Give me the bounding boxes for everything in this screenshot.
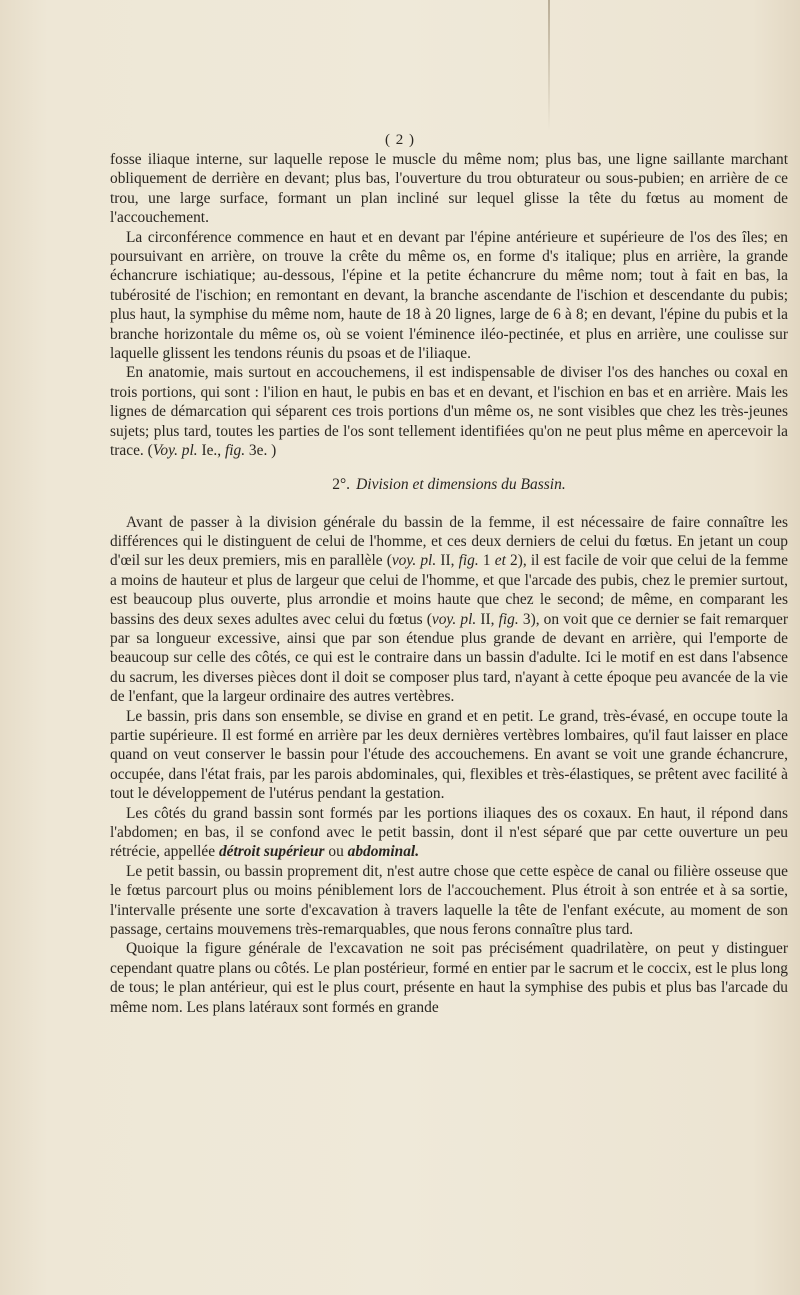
ref-num-1: 1 bbox=[478, 552, 495, 570]
ref-fig-1: fig. bbox=[458, 552, 479, 570]
section-paragraph-1-end: 3), on voit que ce dernier se fait remarquer par sa longueur excessive, ainsi que par son étendue plus grande de devant en arrière, qui l'emporte de beaucoup sur celle des côtés, ce qui est le contraire dans un bassin d'adulte. Ici le motif en est dans l'absence du sacrum, les diverses pièces dont il doit se composer plus tard, n'ayant à cette époque peu avancée de la vie de l'enfant, que la largeur ordinaire des autres vertèbres. bbox=[110, 610, 789, 706]
paragraph-3-ref-fig: fig. bbox=[224, 442, 246, 460]
section-paragraph-2 bbox=[110, 707, 788, 804]
section-title: Division et dimensions du Bassin. bbox=[356, 475, 566, 493]
paragraph-3-ref-plate: Ie., bbox=[197, 442, 225, 460]
paragraph-1 bbox=[110, 150, 788, 228]
paragraph-3 bbox=[110, 363, 788, 460]
section-number: 2°. bbox=[332, 475, 351, 493]
paragraph-2-italic: s bbox=[552, 248, 559, 266]
paragraph-3-ref-voy: Voy. pl. bbox=[152, 442, 198, 460]
ref-voy-1: voy. pl. bbox=[391, 552, 437, 570]
ref-et: et bbox=[494, 552, 506, 570]
paragraph-2-text-after: italique; plus en arrière, la grande échancrure ischiatique; au-dessous, l'épine et la petite échancrure du même nom; tout à fait en bas, la tubérosité de l'ischion; en remontant en devant, la branche ascendante de l'ischion et descendante du pubis; plus haut, la symphise du même nom, haute de 18 à 20 lignes, large de 6 à 8; en devant, l'épine du pubis et la branche horizontale du même os, où se voient l'éminence iléo-pectinée, et plus en arrière, une coulisse sur laquelle glissent les tendons réunis du psoas et de l'iliaque. bbox=[110, 248, 788, 363]
paragraph-2 bbox=[110, 228, 788, 364]
page-number: ( 2 ) bbox=[385, 132, 415, 148]
ref-plate-2: II, bbox=[476, 610, 499, 628]
page-body bbox=[110, 150, 788, 1017]
section-paragraph-5-text: Quoique la figure générale de l'excavation ne soit pas précisément quadrilatère, on peut y distinguer cependant quatre plans ou côtés. Le plan postérieur, formé en entier par le sacrum et le coccix, est le plus long de tous; le plan antérieur, qui est le plus court, présente en haut la symphise des pubis et plus bas l'arcade du même nom. Les plans latéraux sont formés en grande bbox=[110, 940, 788, 1016]
section-paragraph-5 bbox=[110, 939, 788, 1017]
paragraph-3-ref-end: 3e. ) bbox=[245, 442, 277, 460]
section-paragraph-1-text: Avant de passer à la division générale du bassin de la femme, il est nécessaire de faire connaître les différences qui le distinguent de celui de l'homme, et ces deux derniers de celui du fœtus. En jetant un coup d'œil sur les deux premiers, mis en parallèle ( bbox=[110, 513, 788, 570]
section-paragraph-3-ou: ou bbox=[324, 843, 348, 861]
section-paragraph-4 bbox=[110, 862, 788, 940]
section-paragraph-2-text: Le bassin, pris dans son ensemble, se divise en grand et en petit. Le grand, très-évasé, en occupe toute la partie supérieure. Il est formé en arrière par les deux dernières vertèbres lombaires, qu'il faut laisser en place quand on veut conserver le bassin pour l'étude des accouchemens. En avant se voit une grande échancrure, occupée, dans l'état frais, par les parois abdominales, qui, flexibles et très-élastiques, se prêtent avec facilité à tout le développement de l'utérus pendant la gestation. bbox=[110, 707, 788, 803]
ref-fig-2: fig. bbox=[498, 610, 519, 628]
section-paragraph-1 bbox=[110, 513, 788, 707]
ref-plate-1: II, bbox=[436, 552, 459, 570]
section-paragraph-4-text: Le petit bassin, ou bassin proprement dit, n'est autre chose que cette espèce de canal ou filière osseuse que le fœtus parcourt plus ou moins péniblement lors de l'accouchement. Plus étroit à son entrée et à sa sortie, l'intervalle présente une sorte d'excavation à travers laquelle la tête de l'enfant exécute, au moment de son passage, certains mouvemens très-remarquables, que nous ferons connaître plus tard. bbox=[110, 862, 788, 939]
section-heading bbox=[110, 475, 788, 495]
section-paragraph-3-text: Les côtés du grand bassin sont formés par les portions iliaques des os coxaux. En haut, il répond dans l'abdomen; en bas, il se confond avec le petit bassin, dont il n'est séparé que par cette ouverture un peu rétrécie, appellée bbox=[110, 804, 788, 861]
paragraph-2-text: La circonférence commence en haut et en devant par l'épine antérieure et supérieure de l'os des îles; en poursuivant en arrière, on trouve la crête du même os, en forme d' bbox=[110, 228, 788, 266]
paragraph-1-text: fosse iliaque interne, sur laquelle repose le muscle du même nom; plus bas, une ligne saillante marchant obliquement de derrière en devant; plus bas, l'ouverture du trou obturateur ou sous-pubien; en arrière de ce trou, une large surface, formant un plan incliné sur lequel glisse la tête du fœtus au moment de l'accouchement. bbox=[110, 151, 788, 227]
section-paragraph-3 bbox=[110, 804, 788, 862]
ref-voy-2: voy. pl. bbox=[431, 610, 477, 628]
term-abdominal: abdominal. bbox=[347, 843, 420, 861]
section-paragraph-1-mid: 2), il est facile de voir que celui de la femme a moins de hauteur et plus de largeur que celui de l'homme, et que l'arcade des pubis, chez le premier surtout, est beaucoup plus ouverte, plus arrondie et moins haute que chez le second; de même, en comparant les bassins des deux sexes adultes avec celui du fœtus ( bbox=[110, 552, 789, 628]
paragraph-3-text: En anatomie, mais surtout en accouchemens, il est indispensable de diviser l'os des hanches ou coxal en trois portions, qui sont : l'ilion en haut, le pubis en bas et en devant, et l'ischion en bas et en arrière. Mais les lignes de démarcation qui séparent ces trois portions d'un même os, ne sont visibles que chez les très-jeunes sujets; plus tard, toutes les parties de l'os sont tellement identifiées qu'on ne peut plus même en apercevoir la trace. ( bbox=[110, 364, 788, 460]
term-detroit-superieur: détroit supérieur bbox=[218, 843, 325, 861]
page-fold-mark bbox=[548, 0, 550, 130]
